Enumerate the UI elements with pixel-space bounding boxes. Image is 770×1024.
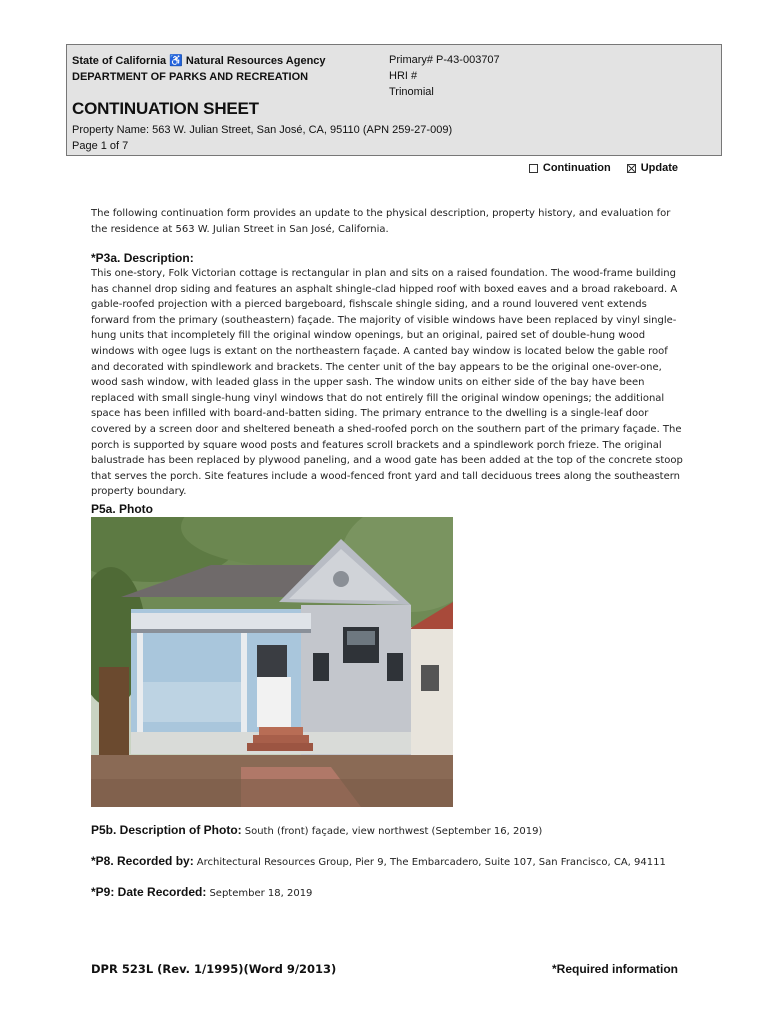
agency-line-1: State of California ♿ Natural Resources Agency bbox=[72, 55, 326, 67]
update-label: Update bbox=[640, 162, 678, 174]
p8-field bbox=[91, 854, 666, 868]
p9-label: *P9: Date Recorded: bbox=[91, 885, 207, 899]
p5b-value: South (front) façade, view northwest (September 16, 2019) bbox=[244, 826, 543, 837]
agency-line-2: DEPARTMENT OF PARKS AND RECREATION bbox=[72, 71, 309, 83]
intro-paragraph: The following continuation form provides an update to the physical description, property history, and evaluation for the residence at 563 W. Julian Street in San José, California. bbox=[91, 208, 671, 235]
form-header bbox=[66, 44, 722, 156]
form-number: DPR 523L (Rev. 1/1995)(Word 9/2013) bbox=[91, 962, 337, 976]
trinomial: Trinomial bbox=[389, 86, 434, 98]
continuation-option[interactable] bbox=[529, 162, 611, 174]
p9-value: September 18, 2019 bbox=[209, 888, 313, 899]
p3a-label: *P3a. Description: bbox=[91, 251, 194, 265]
sheet-title: CONTINUATION SHEET bbox=[72, 99, 259, 118]
p5b-label: P5b. Description of Photo: bbox=[91, 823, 242, 837]
form-type-checkboxes bbox=[529, 162, 678, 174]
agency-block bbox=[72, 53, 326, 85]
p5b-field bbox=[91, 823, 542, 837]
property-name: Property Name: 563 W. Julian Street, San José, CA, 95110 (APN 259-27-009) bbox=[72, 124, 453, 136]
property-info bbox=[72, 122, 452, 154]
p9-field bbox=[91, 885, 312, 899]
page-number: Page 1 of 7 bbox=[72, 140, 129, 152]
p3a-description: This one-story, Folk Victorian cottage is rectangular in plan and sits on a raised foundation. The wood-frame building has channel drop siding and features an asphalt shingle-clad hipped roof with boxed eaves and a broad rakeboard. A gable-roofed projection with a pierced bargeboard, fishscale shingle siding, and a round louvered vent extends forward from the primary (southeastern) façade. The majority of visible windows have been replaced by vinyl single-hung units that incompletely fill the original window openings, but an original, paired set of double-hung wood windows with ogee lugs is extant on the northeastern façade. A canted bay window is located below the gable roof and decorated with spindlework and brackets. The center unit of the bay appears to be the original one-over-one, wood sash window, with leaded glass in the upper sash. The window units on either side of the bay have been replaced with small single-hung vinyl windows that do not entirely fill the original window openings; the additional space has been infilled with board-and-batten siding. The primary entrance to the dwelling is a single-leaf door covered by a screen door and sheltered beneath a shed-roofed porch on the southern part of the primary façade. The porch is supported by square wood posts and features scroll brackets and a spindlework porch frieze. The original balustrade has been replaced by plywood paneling, and a wood gate has been added at the top of the concrete stoop that serves the porch. Site features include a wood-fenced front yard and tall deciduous trees along the southeastern property boundary. bbox=[91, 268, 683, 498]
record-numbers bbox=[389, 52, 500, 100]
required-note: *Required information bbox=[551, 962, 678, 976]
continuation-checkbox[interactable] bbox=[529, 164, 538, 173]
primary-number: Primary# P-43-003707 bbox=[389, 54, 500, 66]
update-checkbox[interactable] bbox=[627, 164, 636, 173]
house-photo bbox=[91, 517, 453, 807]
p5a-label: P5a. Photo bbox=[91, 502, 154, 516]
p8-value: Architectural Resources Group, Pier 9, The Embarcadero, Suite 107, San Francisco, CA, 94111 bbox=[196, 857, 666, 868]
p8-label: *P8. Recorded by: bbox=[91, 854, 194, 868]
continuation-label: Continuation bbox=[542, 162, 611, 174]
update-option[interactable] bbox=[627, 162, 678, 174]
hri-number: HRI # bbox=[389, 70, 418, 82]
